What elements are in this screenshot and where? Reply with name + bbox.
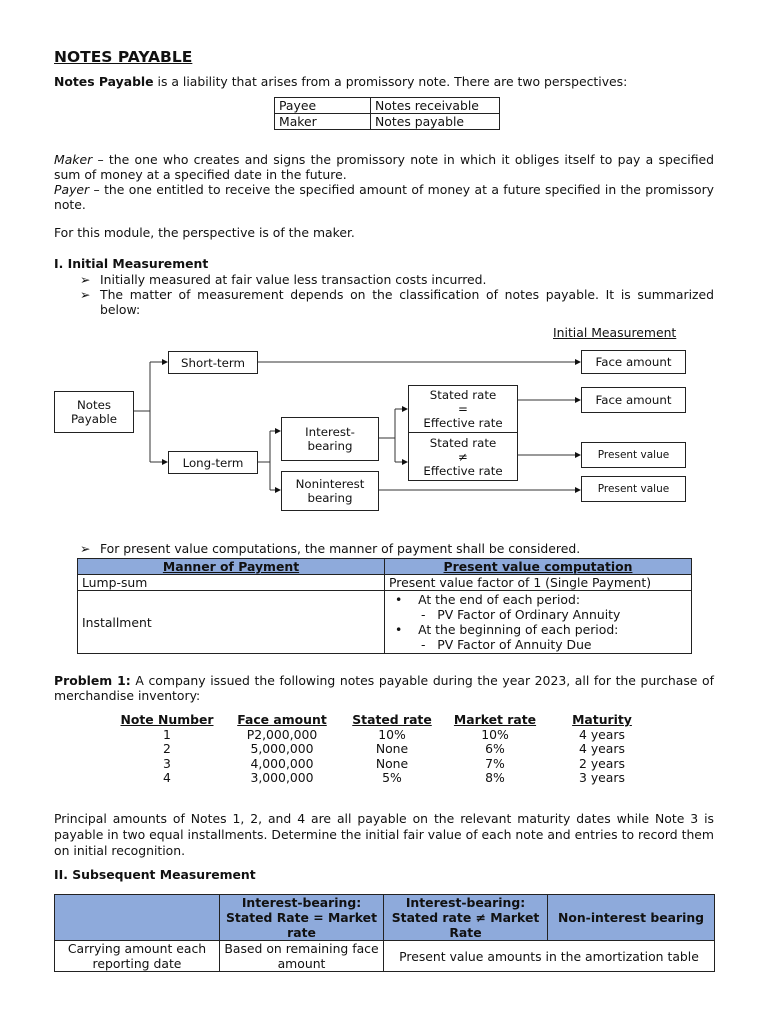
cell: Present value factor of 1 (Single Payment)	[385, 575, 692, 591]
diagram-node-root: Notes Payable	[54, 391, 134, 433]
principal-text: Principal amounts of Notes 1, 2, and 4 are all payable on the relevant maturity dates while Note 3 is payable in two equal installments. Determine the initial fair value of each note and entries to record them on initial recognition.	[54, 811, 714, 858]
diagram-node-rate-equal: Stated rate = Effective rate	[408, 385, 518, 433]
notes-col-stated: Stated rate 10% None None 5%	[352, 712, 432, 786]
intro-bold: Notes Payable	[54, 74, 154, 89]
pv-note: For present value computations, the manner of payment shall be considered.	[100, 541, 581, 556]
section-heading: I. Initial Measurement	[54, 256, 209, 271]
cell: Maker	[275, 114, 371, 130]
header-cell: Present value computation	[385, 559, 692, 575]
diagram-node-rate-not-equal: Stated rate ≠ Effective rate	[408, 432, 518, 481]
connector	[258, 431, 270, 490]
page-title: NOTES PAYABLE	[54, 48, 193, 66]
result-present-value: Present value	[581, 476, 686, 502]
diagram-node-noninterest: Noninterest bearing	[281, 471, 379, 511]
cell: Installment	[78, 591, 385, 654]
header-cell: Interest-bearing: Stated Rate = Market rate	[220, 895, 384, 941]
section-heading: II. Subsequent Measurement	[54, 867, 256, 882]
module-note: For this module, the perspective is of the maker.	[54, 225, 355, 240]
problem-1: Problem 1: A company issued the following notes payable during the year 2023, all for the purchase of merchandise inventory:	[54, 673, 714, 703]
bullet-text: Initially measured at fair value less transaction costs incurred.	[100, 272, 487, 287]
bullet-icon: ➢	[80, 287, 91, 302]
cell: Notes payable	[371, 114, 500, 130]
header-cell: Manner of Payment	[78, 559, 385, 575]
notes-col-number: Note Number 1 2 3 4	[120, 712, 214, 786]
cell: • At the end of each period: - PV Factor of Ordinary Annuity • At the beginning of each period: - PV Factor of Annuity Due	[385, 591, 692, 654]
result-present-value: Present value	[581, 442, 686, 468]
notes-col-maturity: Maturity 4 years 4 years 2 years 3 years	[572, 712, 632, 786]
pv-table	[77, 558, 692, 654]
bullet-text: The matter of measurement depends on the classification of notes payable. It is summarized below:	[100, 287, 714, 317]
cell: Based on remaining face amount	[220, 941, 384, 972]
header-cell: Interest-bearing: Stated rate ≠ Market Rate	[384, 895, 548, 941]
result-face-amount: Face amount	[581, 387, 686, 413]
cell: Present value amounts in the amortization table	[384, 941, 715, 972]
connector	[133, 362, 150, 462]
connector	[379, 409, 395, 462]
cell: Payee	[275, 98, 371, 114]
bullet-icon: ➢	[80, 541, 91, 556]
notes-col-market: Market rate 10% 6% 7% 8%	[453, 712, 537, 786]
bullet-icon: ➢	[80, 272, 91, 287]
subsequent-table	[54, 894, 715, 972]
payer-definition: Payer – the one entitled to receive the specified amount of money at a future specified in the promissory note.	[54, 182, 714, 212]
header-cell	[55, 895, 220, 941]
cell: Notes receivable	[371, 98, 500, 114]
result-face-amount: Face amount	[581, 350, 686, 374]
header-cell: Non-interest bearing	[548, 895, 715, 941]
maker-definition: Maker – the one who creates and signs the promissory note in which it obliges itself to pay a specified sum of money at a specified date in the future.	[54, 152, 714, 182]
intro-rest: is a liability that arises from a promissory note. There are two perspectives:	[153, 74, 628, 89]
cell: Lump-sum	[78, 575, 385, 591]
notes-col-face: Face amount P2,000,000 5,000,000 4,000,000 3,000,000	[237, 712, 327, 786]
cell: Carrying amount each reporting date	[55, 941, 220, 972]
diagram-caption: Initial Measurement	[553, 325, 677, 340]
diagram-node-short-term: Short-term	[168, 351, 258, 374]
diagram-node-long-term: Long-term	[168, 451, 258, 474]
diagram-node-interest-bearing: Interest-bearing	[281, 417, 379, 461]
